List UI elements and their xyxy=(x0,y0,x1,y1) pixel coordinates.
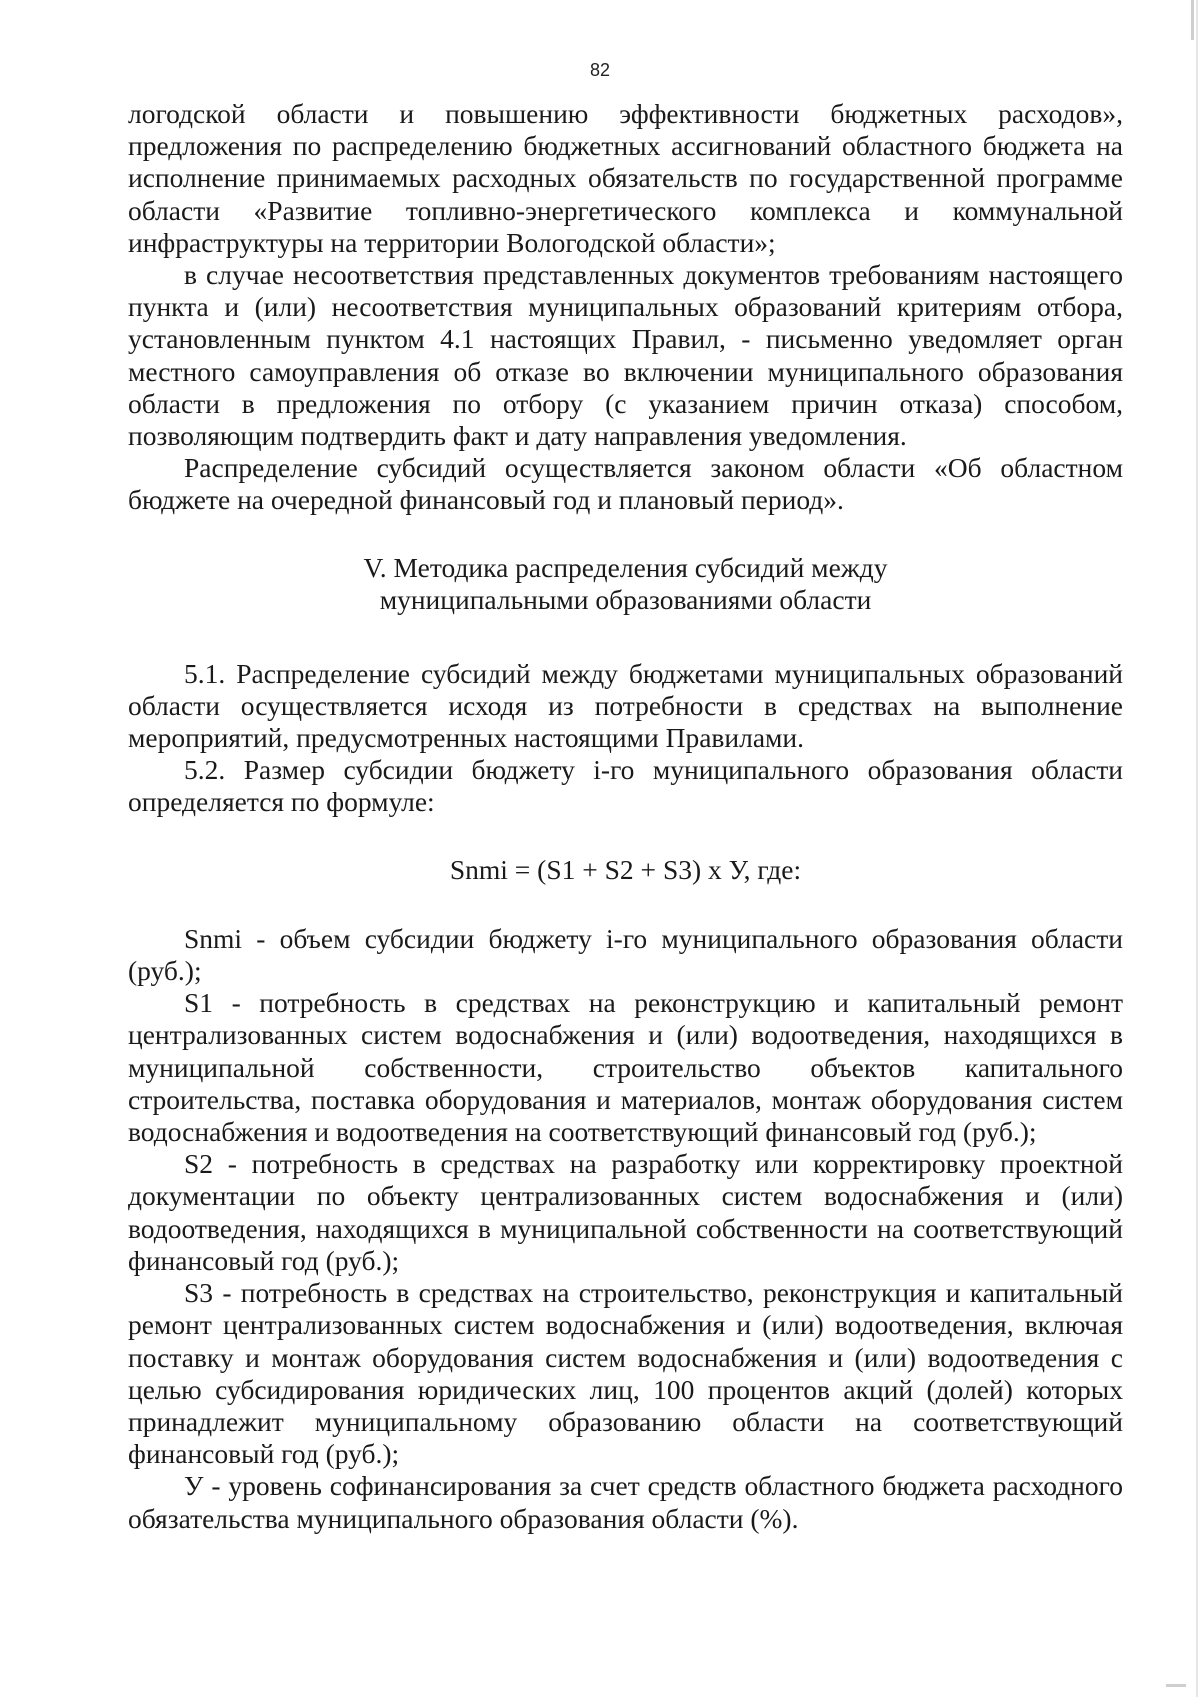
paragraph-5-1: 5.1. Распределение субсидий между бюджетами муниципальных образований области осуществляется исходя из потребности в средствах на выполнение мероприятий, предусмотренных настоящими Правилами. xyxy=(128,657,1123,754)
section-heading-line-2: муниципальными образованиями области xyxy=(379,583,872,615)
paragraph-distribution-law: Распределение субсидий осуществляется законом области «Об областном бюджете на очередной финансовый год и плановый период». xyxy=(128,452,1123,516)
paragraph-5-2: 5.2. Размер субсидии бюджету i-го муниципального образования области определяется по формуле: xyxy=(128,754,1123,818)
definition-snmi: Snmi - объем субсидии бюджету i-го муниципального образования области (руб.); xyxy=(128,922,1123,987)
section-heading xyxy=(128,552,1123,616)
page-number: 82 xyxy=(589,60,611,80)
scan-edge-mark-bottom xyxy=(1166,1684,1186,1687)
section-heading-line-1: V. Методика распределения субсидий между xyxy=(363,551,888,583)
formula: Snmi = (S1 + S2 + S3) x У, где: xyxy=(449,853,802,885)
definition-u: У - уровень софинансирования за счет средств областного бюджета расходного обязательства муниципального образования области (%). xyxy=(128,1470,1123,1534)
definition-s3: S3 - потребность в средствах на строительство, реконструкция и капитальный ремонт централизованных систем водоснабжения и (или) водоотведения, включая поставку и монтаж оборудования систем водоснабжения и (или) водоотведения с целью субсидирования юридических лиц, 100 процентов акций (долей) которых принадлежит муниципальному образованию области на соответствующий финансовый год (руб.); xyxy=(128,1277,1123,1470)
paragraph-refusal-notice: в случае несоответствия представленных документов требованиям настоящего пункта и (или) несоответствия муниципальных образований критериям отбора, установленным пунктом 4.1 настоящих Правил, - письменно уведомляет орган местного самоуправления об отказе во включении муниципального образования области в предложения по отбору (с указанием причин отказа) способом, позволяющим подтвердить факт и дату направления уведомления. xyxy=(128,259,1123,452)
document-body xyxy=(128,98,1123,1535)
scan-edge-mark-top xyxy=(1191,0,1194,40)
scan-edge-mark-right xyxy=(1196,0,1198,1697)
definition-s2: S2 - потребность в средствах на разработку или корректировку проектной документации по объекту централизованных систем водоснабжения и (или) водоотведения, находящихся в муниципальной собственности на соответствующий финансовый год (руб.); xyxy=(128,1148,1123,1276)
definition-s1: S1 - потребность в средствах на реконструкцию и капитальный ремонт централизованных систем водоснабжения и (или) водоотведения, находящихся в муниципальной собственности, строительство объектов капитального строительства, поставка оборудования и материалов, монтаж оборудования систем водоснабжения и водоотведения на соответствующий финансовый год (руб.); xyxy=(128,987,1123,1148)
paragraph-continuation: логодской области и повышению эффективности бюджетных расходов», предложения по распределению бюджетных ассигнований областного бюджета на исполнение принимаемых расходных обязательств по государственной программе области «Развитие топливно-энергетического комплекса и коммунальной инфраструктуры на территории Вологодской области»; xyxy=(128,98,1123,258)
